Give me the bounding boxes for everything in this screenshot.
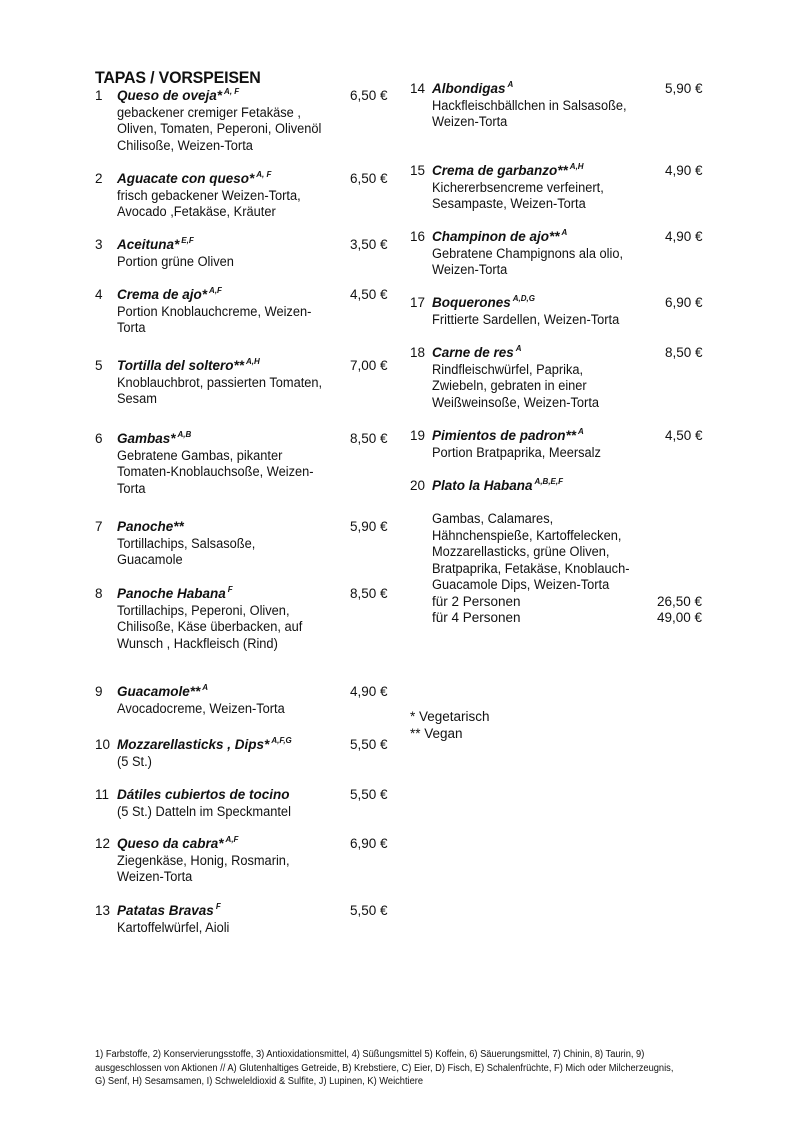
item-description-line: Rindfleischwürfel, Paprika, — [432, 361, 584, 377]
item-price: 5,90 € — [350, 519, 388, 534]
item-body — [117, 431, 324, 497]
item-name-row — [432, 81, 637, 98]
portion-sizes — [432, 593, 703, 627]
legend-vegan: ** Vegan — [410, 726, 463, 741]
item-name-row — [117, 287, 322, 304]
item-name: Guacamole** — [117, 684, 201, 699]
item-description-line: (5 St.) — [117, 753, 152, 769]
allergen-codes: A,H — [569, 162, 584, 171]
item-name: Boquerones — [432, 295, 511, 310]
item-description-line: Mozzarellasticks, grüne Oliven, — [432, 544, 610, 559]
item-name: Aceituna* — [117, 237, 180, 252]
item-name: Albondigas — [432, 81, 506, 96]
portion-row — [432, 610, 703, 627]
item-name: Queso de oveja* — [117, 88, 223, 103]
item-description-line: Zwiebeln, gebraten in einer — [432, 378, 587, 393]
item-description-line: Ziegenkäse, Honig, Rosmarin, — [117, 852, 290, 868]
allergen-codes: A,F — [225, 835, 239, 844]
item-description-line: Sesam — [117, 391, 157, 406]
allergen-codes: A,B — [177, 430, 192, 439]
item-description-line: Hackfleischbällchen in Salsasoße, — [432, 97, 627, 113]
allergen-codes: A — [561, 228, 568, 237]
item-price: 4,90 € — [350, 684, 388, 699]
item-body — [117, 903, 235, 936]
item-name-row — [432, 428, 610, 445]
footnote-line: ausgeschlossen von Aktionen // A) Glutenhaltiges Getreide, B) Krebstiere, C) Eier, D) Fisch, E) Schalenfrüchte, F) Mich oder Milcherzeugnis, — [95, 1062, 674, 1074]
item-number: 15 — [410, 163, 426, 178]
item-description-line: frisch gebackener Weizen-Torta, — [117, 187, 301, 203]
item-body — [432, 345, 608, 411]
item-description-line: Gambas, Calamares, — [432, 511, 554, 526]
item-price: 5,50 € — [350, 787, 388, 802]
item-price: 6,90 € — [665, 295, 703, 310]
allergen-codes: A, F — [224, 87, 240, 96]
allergen-codes: F — [215, 902, 221, 911]
item-name: Plato la Habana — [432, 478, 533, 493]
item-description-line: Frittierte Sardellen, Weizen-Torta — [432, 311, 620, 327]
item-name-row — [117, 903, 235, 920]
item-body — [117, 171, 310, 221]
item-price: 4,90 € — [665, 229, 703, 244]
allergen-codes: E,F — [181, 236, 194, 245]
item-number: 7 — [95, 519, 103, 534]
item-description-line: Knoblauchbrot, passierten Tomaten, — [117, 374, 323, 390]
item-description-line: Gebratene Gambas, pikanter — [117, 447, 283, 463]
item-number: 2 — [95, 171, 103, 186]
item-body — [117, 237, 240, 270]
item-description-line: Weizen-Torta — [432, 114, 508, 129]
item-price: 8,50 € — [350, 431, 388, 446]
item-price: 6,50 € — [350, 88, 388, 103]
item-body — [117, 358, 333, 408]
portion-label: für 2 Personen — [432, 593, 521, 609]
item-name-row — [117, 519, 263, 536]
item-description-line: Portion Bratpaprika, Meersalz — [432, 444, 601, 460]
allergen-codes: A — [578, 427, 584, 436]
item-body — [117, 88, 332, 154]
item-name-row — [432, 478, 640, 495]
item-number: 4 — [95, 287, 103, 302]
item-price: 6,50 € — [350, 171, 388, 186]
item-price: 4,50 € — [665, 428, 703, 443]
item-number: 17 — [410, 295, 426, 310]
allergen-codes: A,H — [246, 357, 260, 366]
item-body — [117, 787, 300, 820]
item-body — [117, 519, 263, 569]
item-number: 16 — [410, 229, 426, 244]
item-price: 5,90 € — [665, 81, 703, 96]
item-body — [117, 684, 294, 717]
portion-label: für 4 Personen — [432, 610, 521, 625]
item-name-row — [432, 295, 629, 312]
item-name: Aguacate con queso* — [117, 171, 255, 186]
item-number: 5 — [95, 358, 103, 373]
item-price: 4,90 € — [665, 163, 703, 178]
item-description-line: Tomaten-Knoblauchsoße, Weizen- — [117, 464, 314, 479]
item-number: 9 — [95, 684, 103, 699]
item-description-line: Chilisoße, Weizen-Torta — [117, 137, 253, 153]
item-description-line — [432, 495, 629, 512]
item-number: 3 — [95, 237, 103, 252]
item-name: Panoche** — [117, 519, 184, 534]
allergen-footnote — [95, 1048, 681, 1089]
item-number: 1 — [95, 88, 103, 103]
item-name-row — [432, 229, 633, 246]
legend-vegetarian: * Vegetarisch — [410, 709, 490, 724]
allergen-codes: A, F — [256, 170, 272, 179]
footnote-line: G) Senf, H) Sesamsamen, I) Schweleldioxid & Sulfite, J) Lupinen, K) Weichtiere — [95, 1076, 424, 1087]
item-price: 6,90 € — [350, 836, 388, 851]
item-body — [432, 163, 613, 213]
item-description-line: Portion grüne Oliven — [117, 253, 234, 269]
item-body — [117, 287, 322, 337]
item-description-line: Chilisoße, Käse überbacken, auf — [117, 619, 303, 634]
item-price: 7,00 € — [350, 358, 388, 373]
portion-price: 26,50 € — [657, 593, 703, 609]
item-name: Queso da cabra* — [117, 836, 224, 851]
item-name: Crema de ajo* — [117, 287, 208, 302]
item-description-line: Kartoffelwürfel, Aioli — [117, 919, 230, 935]
item-description-line: Torta — [117, 320, 146, 335]
allergen-codes: A — [507, 80, 514, 89]
item-name: Dátiles cubiertos de tocino — [117, 787, 290, 802]
item-name: Champinon de ajo** — [432, 229, 560, 244]
item-price: 4,50 € — [350, 287, 388, 302]
item-name-row — [432, 163, 613, 180]
item-description-line: Gebratene Champignons ala olio, — [432, 245, 624, 261]
item-description-line: Tortillachips, Peperoni, Oliven, — [117, 602, 290, 618]
item-number: 14 — [410, 81, 426, 96]
item-description-line: Avocado ,Fetakäse, Kräuter — [117, 204, 276, 219]
item-name-row — [117, 88, 332, 105]
item-description-line: Weißweinsoße, Weizen-Torta — [432, 394, 600, 410]
item-number: 13 — [95, 903, 111, 918]
item-description-line: Oliven, Tomaten, Peperoni, Olivenöl — [117, 121, 322, 136]
item-number: 11 — [95, 787, 110, 802]
allergen-codes: A,B,E,F — [534, 477, 563, 486]
item-body — [117, 737, 292, 770]
item-name: Mozzarellasticks , Dips* — [117, 737, 270, 752]
footnote-line: 1) Farbstoffe, 2) Konservierungsstoffe, 3) Antioxidationsmittel, 4) Süßungsmittel 5) Koffein, 6) Säuerungsmittel, 7) Chinin, 8) Taurin, 9) — [95, 1049, 645, 1060]
item-description-line: Guacamole — [117, 552, 183, 567]
item-name-row — [117, 237, 240, 254]
item-name: Tortilla del soltero** — [117, 358, 245, 373]
item-number: 20 — [410, 478, 426, 493]
item-number: 18 — [410, 345, 426, 360]
item-body — [432, 295, 629, 328]
item-name: Carne de res — [432, 345, 514, 360]
item-description-line: gebackener cremiger Fetakäse , — [117, 104, 301, 120]
diet-legend — [410, 708, 490, 742]
item-price: 8,50 € — [665, 345, 703, 360]
item-description-line: Bratpaprika, Fetakäse, Knoblauch- — [432, 560, 630, 576]
item-description-line: Weizen-Torta — [432, 262, 508, 277]
item-name-row — [117, 684, 294, 701]
item-number: 8 — [95, 586, 103, 601]
item-name-row — [117, 171, 310, 188]
item-description-line: Sesampaste, Weizen-Torta — [432, 196, 586, 211]
item-number: 10 — [95, 737, 111, 752]
item-number: 6 — [95, 431, 103, 446]
item-name-row — [117, 836, 299, 853]
item-description-line: Guacamole Dips, Weizen-Torta — [432, 577, 610, 592]
item-price: 3,50 € — [350, 237, 388, 252]
item-name: Gambas* — [117, 431, 176, 446]
section-title: TAPAS / VORSPEISEN — [95, 68, 261, 87]
item-name-row — [117, 431, 324, 448]
allergen-codes: A,F — [209, 286, 222, 295]
allergen-codes: A — [515, 344, 522, 353]
item-name-row — [117, 586, 312, 603]
item-number: 12 — [95, 836, 111, 851]
item-description-line: Wunsch , Hackfleisch (Rind) — [117, 635, 278, 651]
item-body — [117, 586, 312, 652]
item-description-line: Weizen-Torta — [117, 869, 193, 884]
portion-price: 49,00 € — [657, 610, 703, 625]
item-description-line: Avocadocreme, Weizen-Torta — [117, 700, 285, 716]
item-body — [432, 477, 703, 627]
item-number: 19 — [410, 428, 426, 443]
item-description-line: Kichererbsencreme verfeinert, — [432, 179, 604, 195]
item-name: Patatas Bravas — [117, 903, 214, 918]
item-price: 5,50 € — [350, 903, 388, 918]
portion-row — [432, 593, 703, 611]
item-name: Crema de garbanzo** — [432, 163, 568, 178]
item-body — [432, 81, 637, 131]
item-name: Panoche Habana — [117, 586, 226, 601]
allergen-codes: A — [202, 683, 209, 692]
allergen-codes: F — [227, 585, 233, 594]
item-description-line: Tortillachips, Salsasoße, — [117, 535, 256, 551]
item-description-line: Hähnchenspieße, Kartoffelecken, — [432, 527, 622, 543]
item-name-row — [117, 737, 292, 754]
item-name-row — [117, 358, 333, 375]
item-body — [432, 229, 633, 279]
item-price: 5,50 € — [350, 737, 388, 752]
item-name: Pimientos de padron** — [432, 428, 577, 443]
item-description-line: (5 St.) Datteln im Speckmantel — [117, 803, 291, 819]
allergen-codes: A,D,G — [512, 294, 535, 303]
item-description-line: Portion Knoblauchcreme, Weizen- — [117, 303, 312, 319]
item-description-line: Torta — [117, 480, 146, 496]
item-price: 8,50 € — [350, 586, 388, 601]
item-body — [432, 428, 610, 461]
item-name-row — [432, 345, 608, 362]
item-body — [117, 836, 299, 886]
item-name-row — [117, 787, 300, 804]
allergen-codes: A,F,G — [271, 736, 292, 745]
